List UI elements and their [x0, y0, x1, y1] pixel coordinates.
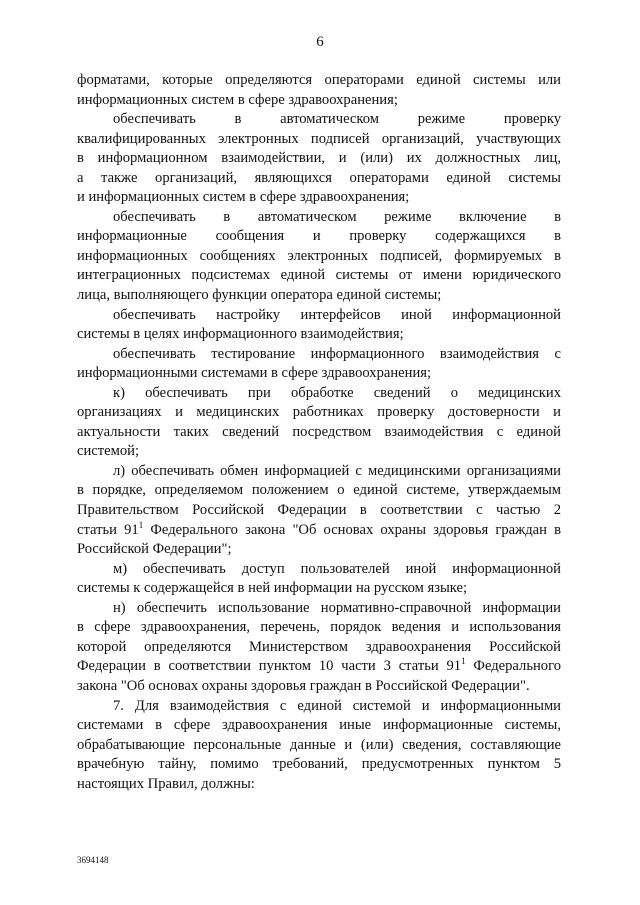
text-line: 7. Для взаимодействия с единой системой и информационными: [113, 697, 561, 714]
superscript: 1: [138, 519, 144, 530]
superscript: 1: [461, 656, 466, 667]
text-line: обрабатывающие персональные данные и (или) сведения, составляющие: [77, 736, 561, 753]
text-line: лица, выполняющего функции оператора единой системы;: [77, 287, 442, 304]
text-line: организациях и медицинских работниках проверку достоверности и: [77, 404, 561, 421]
text-line: интеграционных подсистемах единой системы от имени юридического: [77, 267, 561, 284]
paragraph: [77, 560, 561, 599]
text-line: [77, 521, 561, 541]
paragraph: [77, 384, 561, 462]
text-line: настоящих Правил, должны:: [77, 775, 255, 792]
text-line: обеспечивать в автоматическом режиме включение в: [113, 208, 561, 225]
text-line: обеспечивать в автоматическом режиме проверку: [113, 111, 561, 128]
text-line: в информационном взаимодействии, и (или) их должностных лиц,: [77, 150, 561, 167]
text-line: информационных сообщениях электронных подписей, формируемых в: [77, 247, 561, 264]
paragraph: [77, 71, 561, 110]
text-line: системы в целях информационного взаимодействия;: [77, 326, 404, 343]
paragraph: [77, 345, 561, 384]
text-line: л) обеспечивать обмен информацией с медицинскими организациями: [113, 462, 561, 479]
text-line: информационных систем в сфере здравоохранения;: [77, 91, 398, 108]
text-segment: Федерального: [465, 658, 562, 675]
text-segment: Федерального закона "Об основах охраны здоровья граждан в: [143, 521, 562, 538]
text-line: врачебную тайну, помимо требований, предусмотренных пунктом 5: [77, 756, 561, 773]
text-line: закона "Об основах охраны здоровья граждан в Российской Федерации".: [77, 677, 530, 694]
text-line: Правительством Российской Федерации в соответствии с частью 2: [77, 502, 561, 519]
text-line: и информационных систем в сфере здравоохранения;: [77, 189, 410, 206]
text-line: н) обеспечить использование нормативно-справочной информации: [113, 599, 561, 616]
text-line: обеспечивать настройку интерфейсов иной информационной: [113, 306, 561, 323]
document-body: [77, 71, 561, 794]
text-segment: статьи 91: [77, 521, 139, 538]
text-line: к) обеспечивать при обработке сведений о медицинских: [113, 384, 561, 401]
text-line: Российской Федерации";: [77, 541, 232, 558]
text-line: информационные сообщения и проверку содержащихся в: [77, 228, 561, 245]
text-line: а также организаций, являющихся операторами единой системы: [77, 169, 561, 186]
paragraph: [77, 306, 561, 345]
text-line: м) обеспечивать доступ пользователей иной информационной: [113, 560, 561, 577]
text-line: квалифицированных электронных подписей организаций, участвующих: [77, 130, 561, 147]
paragraph: [77, 697, 561, 795]
text-line: информационными системами в сфере здравоохранения;: [77, 365, 432, 382]
paragraph: [77, 208, 561, 306]
text-line: в сфере здравоохранения, перечень, порядок ведения и использования: [77, 619, 561, 636]
paragraph: [77, 110, 561, 208]
text-segment: Федерации в соответствии пунктом 10 части 3 статьи 91: [77, 658, 462, 675]
paragraph: [77, 599, 561, 697]
paragraph: [77, 462, 561, 560]
text-line: системы к содержащейся в ней информации на русском языке;: [77, 580, 468, 597]
text-line: актуальности таких сведений посредством взаимодействия с единой: [77, 423, 561, 440]
text-line: форматами, которые определяются операторами единой системы или: [77, 72, 561, 88]
text-line: системой;: [77, 443, 140, 460]
text-line: которой определяются Министерством здравоохранения Российской: [77, 638, 561, 655]
text-line: в порядке, определяемом положением о единой системе, утверждаемым: [77, 482, 561, 499]
text-line: системами в сфере здравоохранения иные информационные системы,: [77, 717, 561, 734]
text-line: обеспечивать тестирование информационного взаимодействия с: [113, 345, 561, 362]
page-number: 6: [316, 34, 324, 50]
text-line: [77, 657, 561, 677]
document-id: 3694148: [77, 855, 109, 865]
